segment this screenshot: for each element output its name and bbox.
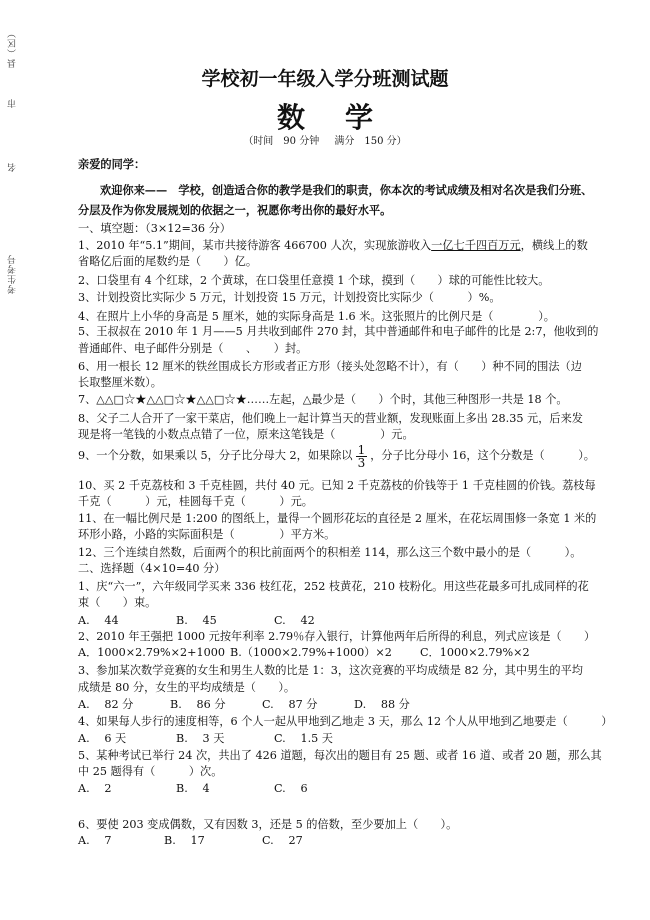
q1-11-line-b: 环形小路，小路的实际面积是（ ）平方米。	[78, 528, 336, 541]
option-c[interactable]: C. 6	[274, 782, 308, 795]
q1-9-text-b: ，分子比分母小 16，这个分数是（ ）。	[370, 449, 595, 462]
option-b[interactable]: B. 17	[164, 834, 205, 847]
side-label-county: 县（区）	[8, 28, 18, 68]
q1-1-text-b: ，横线上的数	[520, 239, 588, 252]
q1-5-line-b: 普通邮件、电子邮件分别是（ 、 ）封。	[78, 342, 308, 355]
greeting: 亲爱的同学：	[78, 157, 146, 171]
q2-1-options	[78, 613, 618, 629]
q1-1-text: 1、2010 年“5.1”期间，某市共接待游客 466700 人次，实现旅游收入	[78, 239, 432, 252]
score-label: 满分 150 分）	[334, 136, 407, 147]
subject-title: 数学	[276, 101, 413, 134]
option-c[interactable]: C. 1.5 天	[274, 732, 333, 745]
q1-6-line-a: 6、用一根长 12 厘米的铁丝围成长方形或者正方形（接头处忽略不计），有（ ）种不同的围法（边	[78, 360, 582, 373]
option-a[interactable]: A. 6 天	[78, 732, 127, 745]
time-label: （时间 90 分钟	[243, 136, 320, 147]
q1-1-underlined: 一亿七千四百万元	[431, 239, 521, 252]
q1-3: 3、计划投资比实际少 5 万元，计划投资 15 万元，计划投资比实际少（ ）%。	[78, 291, 501, 304]
q1-1-line-a	[78, 238, 618, 254]
option-a[interactable]: A．1000×2.79%×2+1000	[78, 646, 225, 659]
section2-heading: 二、选择题（4×10=40 分）	[78, 562, 226, 575]
q2-4-options	[78, 731, 618, 747]
q2-1-line-b: 束（ ）束。	[78, 596, 157, 609]
q1-10-line-b: 千克（ ）元，桂圆每千克（ ）元。	[78, 495, 313, 508]
q2-6-options	[78, 833, 618, 849]
q1-11-line-a: 11、在一幅比例尺是 1:200 的图纸上，量得一个圆形花坛的直径是 2 厘米，在花坛周围修一条宽 1 米的	[78, 512, 597, 525]
q1-8-line-a: 8、父子二人合开了一家干菜店，他们晚上一起计算当天的营业额，发现账面上多出 28.35 元，后来发	[78, 412, 583, 425]
option-c[interactable]: C．1000×2.79%×2	[420, 646, 530, 659]
option-a[interactable]: A. 2	[78, 782, 112, 795]
option-c[interactable]: C. 42	[274, 614, 315, 627]
side-label-name: 名	[8, 162, 18, 172]
q1-8-line-b: 现是将一笔钱的小数点点错了一位，原来这笔钱是（ ）元。	[78, 428, 414, 441]
q1-6-line-b: 长取整厘米数）。	[78, 376, 162, 389]
page-title: 学校初一年级入学分班测试题	[201, 68, 449, 90]
q2-3-line-a: 3、参加某次数学竞赛的女生和男生人数的比是 1：3，这次竞赛的平均成绩是 82 分，其中男生的平均	[78, 664, 583, 677]
intro-line-2: 分层及作为你发展规划的依据之一，祝愿你考出你的最好水平。	[78, 203, 392, 217]
fraction-denominator: 3	[357, 455, 366, 470]
side-label-exam-no: 考生考号	[8, 254, 18, 294]
q1-10-line-a: 10、买 2 千克荔枝和 3 千克桂圆，共付 40 元。已知 2 千克荔枝的价钱等于 1 千克桂圆的价钱。荔枝每	[78, 479, 596, 492]
option-a[interactable]: A. 44	[78, 614, 119, 627]
option-a[interactable]: A. 7	[78, 834, 112, 847]
q2-5-line-a: 5、某种考试已举行 24 次，共出了 426 道题，每次出的题目有 25 题、或者 16 道、或者 20 题，那么其	[78, 749, 602, 762]
option-b[interactable]: B. 86 分	[170, 698, 226, 711]
q2-5-line-b: 中 25 题得有（ ）次。	[78, 765, 223, 778]
exam-info	[0, 132, 650, 147]
q1-7: 7、△△□☆★△△□☆★△△□☆★……左起，△最少是（ ）个时，其他三种图形一共是 18 个。	[78, 393, 568, 406]
option-b[interactable]: B. 45	[176, 614, 217, 627]
option-b[interactable]: B. 4	[176, 782, 210, 795]
q1-2: 2、口袋里有 4 个红球，2 个黄球，在口袋里任意摸 1 个球，摸到（ ）球的可能性比较大。	[78, 274, 550, 287]
option-b[interactable]: B. 3 天	[176, 732, 225, 745]
q2-2-options	[78, 645, 618, 661]
q2-1-line-a: 1、庆“六一”，六年级同学买来 336 枝红花，252 枝黄花，210 枝粉化。用这些花最多可扎成同样的花	[78, 580, 589, 593]
q2-6-line-a: 6、要使 203 变成偶数，又有因数 3，还是 5 的倍数，至少要加上（ ）。	[78, 818, 458, 831]
q2-4-line-a: 4、如果每人步行的速度相等，6 个人一起从甲地到乙地走 3 天，那么 12 个人从甲地到乙地要走（ ）	[78, 715, 613, 728]
fraction-numerator: 1	[357, 442, 366, 457]
option-b[interactable]: B.（1000×2.79%+1000）×2	[230, 646, 392, 659]
option-d[interactable]: D. 88 分	[354, 698, 410, 711]
q1-1-line-b: 省略亿后面的尾数约是（ ）亿。	[78, 255, 258, 268]
section1-heading: 一、填空题：（3×12=36 分）	[78, 222, 231, 235]
option-a[interactable]: A. 82 分	[78, 698, 134, 711]
q1-4: 4、在照片上小华的身高是 5 厘米，她的实际身高是 1.6 米。这张照片的比例尺是（ ）。	[78, 310, 555, 323]
fraction	[356, 444, 368, 469]
q1-12: 12、三个连续自然数，后面两个的积比前面两个的积相差 114，那么这三个数中最小的是（ ）。	[78, 546, 582, 559]
q2-5-options	[78, 781, 618, 797]
q1-9	[78, 441, 618, 471]
side-label-city: 市	[8, 98, 18, 108]
q1-5-line-a: 5、王叔叔在 2010 年 1 月——5 月共收到邮件 270 封，其中普通邮件和电子邮件的比是 2:7，他收到的	[78, 325, 599, 338]
q1-9-text-a: 9、一个分数，如果乘以 5，分子比分母大 2，如果除以	[78, 449, 353, 462]
q2-3-options	[78, 697, 618, 713]
option-c[interactable]: C. 27	[262, 834, 303, 847]
q2-3-line-b: 成绩是 80 分，女生的平均成绩是（ ）。	[78, 681, 296, 694]
intro-line-1: 欢迎你来—— 学校，创造适合你的教学是我们的职责，你本次的考试成绩及相对名次是我们分班、	[100, 183, 593, 197]
option-c[interactable]: C. 87 分	[262, 698, 318, 711]
q2-2-line-a: 2、2010 年王强把 1000 元按年利率 2.79％存入银行，计算他两年后所得的利息，列式应该是（ ）	[78, 630, 596, 643]
